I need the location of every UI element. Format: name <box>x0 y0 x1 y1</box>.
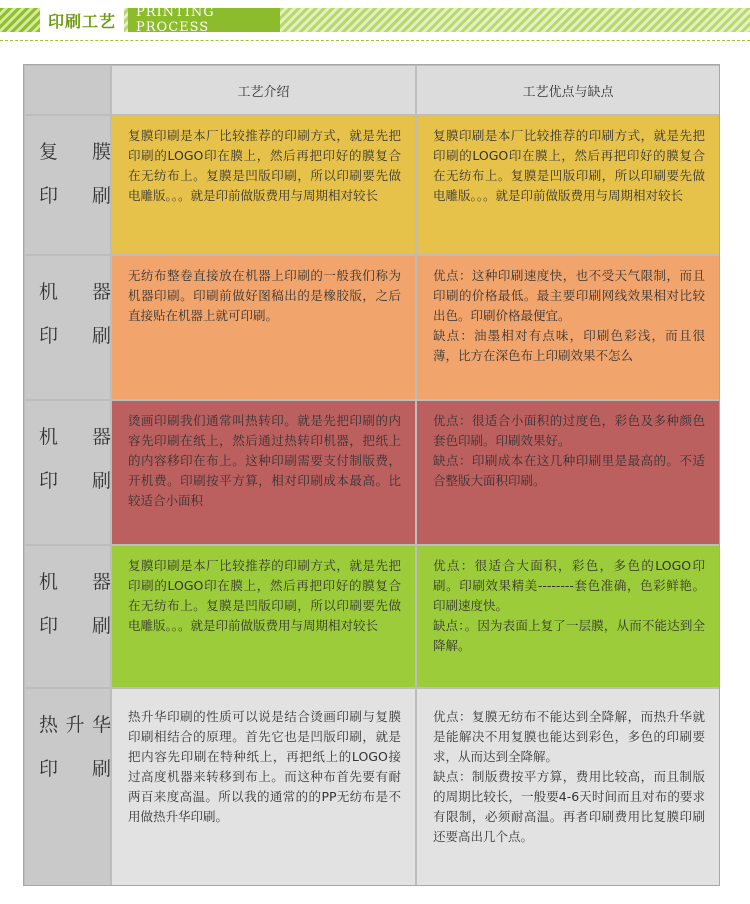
header-subtitle-box <box>128 5 280 35</box>
process-name-line2: 印刷 <box>39 325 111 347</box>
process-name-line1: 机器 <box>39 571 111 593</box>
column-header-name <box>25 66 110 114</box>
process-name-line1: 机器 <box>39 281 111 303</box>
process-pros-cons-cell: 优点：复膜无纺布不能达到全降解，而热升华就是能解决不用复膜也能达到彩色，多色的印刷要求，从而达到全降解。 缺点：制版费按平方算，费用比较高，而且制版的周期比较长，一般要4-6天时间而且对布的要求有限制，必须耐高温。再者印刷费用比复膜印刷还要高出几个点。 <box>417 689 719 885</box>
column-header-pros-cons-label: 工艺优点与缺点 <box>522 84 614 100</box>
process-intro-cell: 复膜印刷是本厂比较推荐的印刷方式，就是先把印刷的LOGO印在膜上，然后再把印好的膜复合在无纺布上。复膜是凹版印刷，所以印刷要先做电雕版。。。就是印前做版费用与周期相对较长 <box>112 116 415 254</box>
header-title-box <box>40 8 124 32</box>
process-name-cell <box>25 401 110 544</box>
process-name-line2: 印刷 <box>39 615 111 637</box>
process-pros-cons-cell: 复膜印刷是本厂比较推荐的印刷方式，就是先把印刷的LOGO印在膜上，然后再把印好的膜复合在无纺布上。复膜是凹版印刷，所以印刷要先做电雕版。。。就是印前做版费用与周期相对较长 <box>417 116 719 254</box>
process-intro-cell: 复膜印刷是本厂比较推荐的印刷方式，就是先把印刷的LOGO印在膜上，然后再把印好的膜复合在无纺布上。复膜是凹版印刷，所以印刷要先做电雕版。。。就是印前做版费用与周期相对较长 <box>112 546 415 687</box>
process-name-cell <box>25 256 110 399</box>
process-name-cell <box>25 689 110 885</box>
process-name-line1: 热升华 <box>39 714 111 736</box>
process-name-cell <box>25 546 110 687</box>
process-name-line1: 复膜 <box>39 141 111 163</box>
column-header-intro <box>112 66 415 114</box>
process-name-line2: 印刷 <box>39 470 111 492</box>
process-intro-cell: 无纺布整卷直接放在机器上印刷的一般我们称为机器印刷。印刷前做好图稿出的是橡胶版，之后直接贴在机器上就可印刷。 <box>112 256 415 399</box>
column-header-pros-cons <box>417 66 719 114</box>
header-title: 印刷工艺 <box>47 11 116 31</box>
process-intro-cell: 热升华印刷的性质可以说是结合烫画印刷与复膜印刷相结合的原理。首先它也是凹版印刷，就是把内容先印刷在特种纸上，再把纸上的LOGO接过高度机器来转移到布上。而这种布首先要有耐两百来度高温。所以我的通常的的PP无纺布是不用做热升华印刷。 <box>112 689 415 885</box>
process-pros-cons-cell: 优点：这种印刷速度快，也不受天气限制，而且印刷的价格最低。最主要印刷网线效果相对比较出色。印刷价格最便宜。 缺点：油墨相对有点味，印刷色彩浅，而且很薄，比方在深色布上印刷效果不怎么 <box>417 256 719 399</box>
header-divider <box>0 40 750 41</box>
section-header <box>0 0 750 44</box>
process-intro-cell: 烫画印刷我们通常叫热转印。就是先把印刷的内容先印刷在纸上，然后通过热转印机器，把纸上的内容移印在布上。这种印刷需要支付制版费，开机费。印刷按平方算，相对印刷成本最高。比较适合小面积 <box>112 401 415 544</box>
header-subtitle: PRINTING PROCESS <box>136 5 215 35</box>
process-pros-cons-cell: 优点：很适合小面积的过度色，彩色及多种颜色套色印刷。印刷效果好。 缺点：印刷成本在这几种印刷里是最高的。不适合整版大面积印刷。 <box>417 401 719 544</box>
process-name-line2: 印刷 <box>39 758 111 780</box>
process-name-line2: 印刷 <box>39 185 111 207</box>
column-header-intro-label: 工艺介绍 <box>237 84 290 100</box>
header-left-decoration <box>0 8 40 32</box>
process-table <box>23 64 720 886</box>
process-name-cell <box>25 116 110 254</box>
process-name-line1: 机器 <box>39 426 111 448</box>
process-pros-cons-cell: 优点：很适合大面积，彩色，多色的LOGO印刷。印刷效果精美--------套色准确，色彩鲜艳。印刷速度快。 缺点：。因为表面上复了一层膜，从而不能达到全降解。 <box>417 546 719 687</box>
